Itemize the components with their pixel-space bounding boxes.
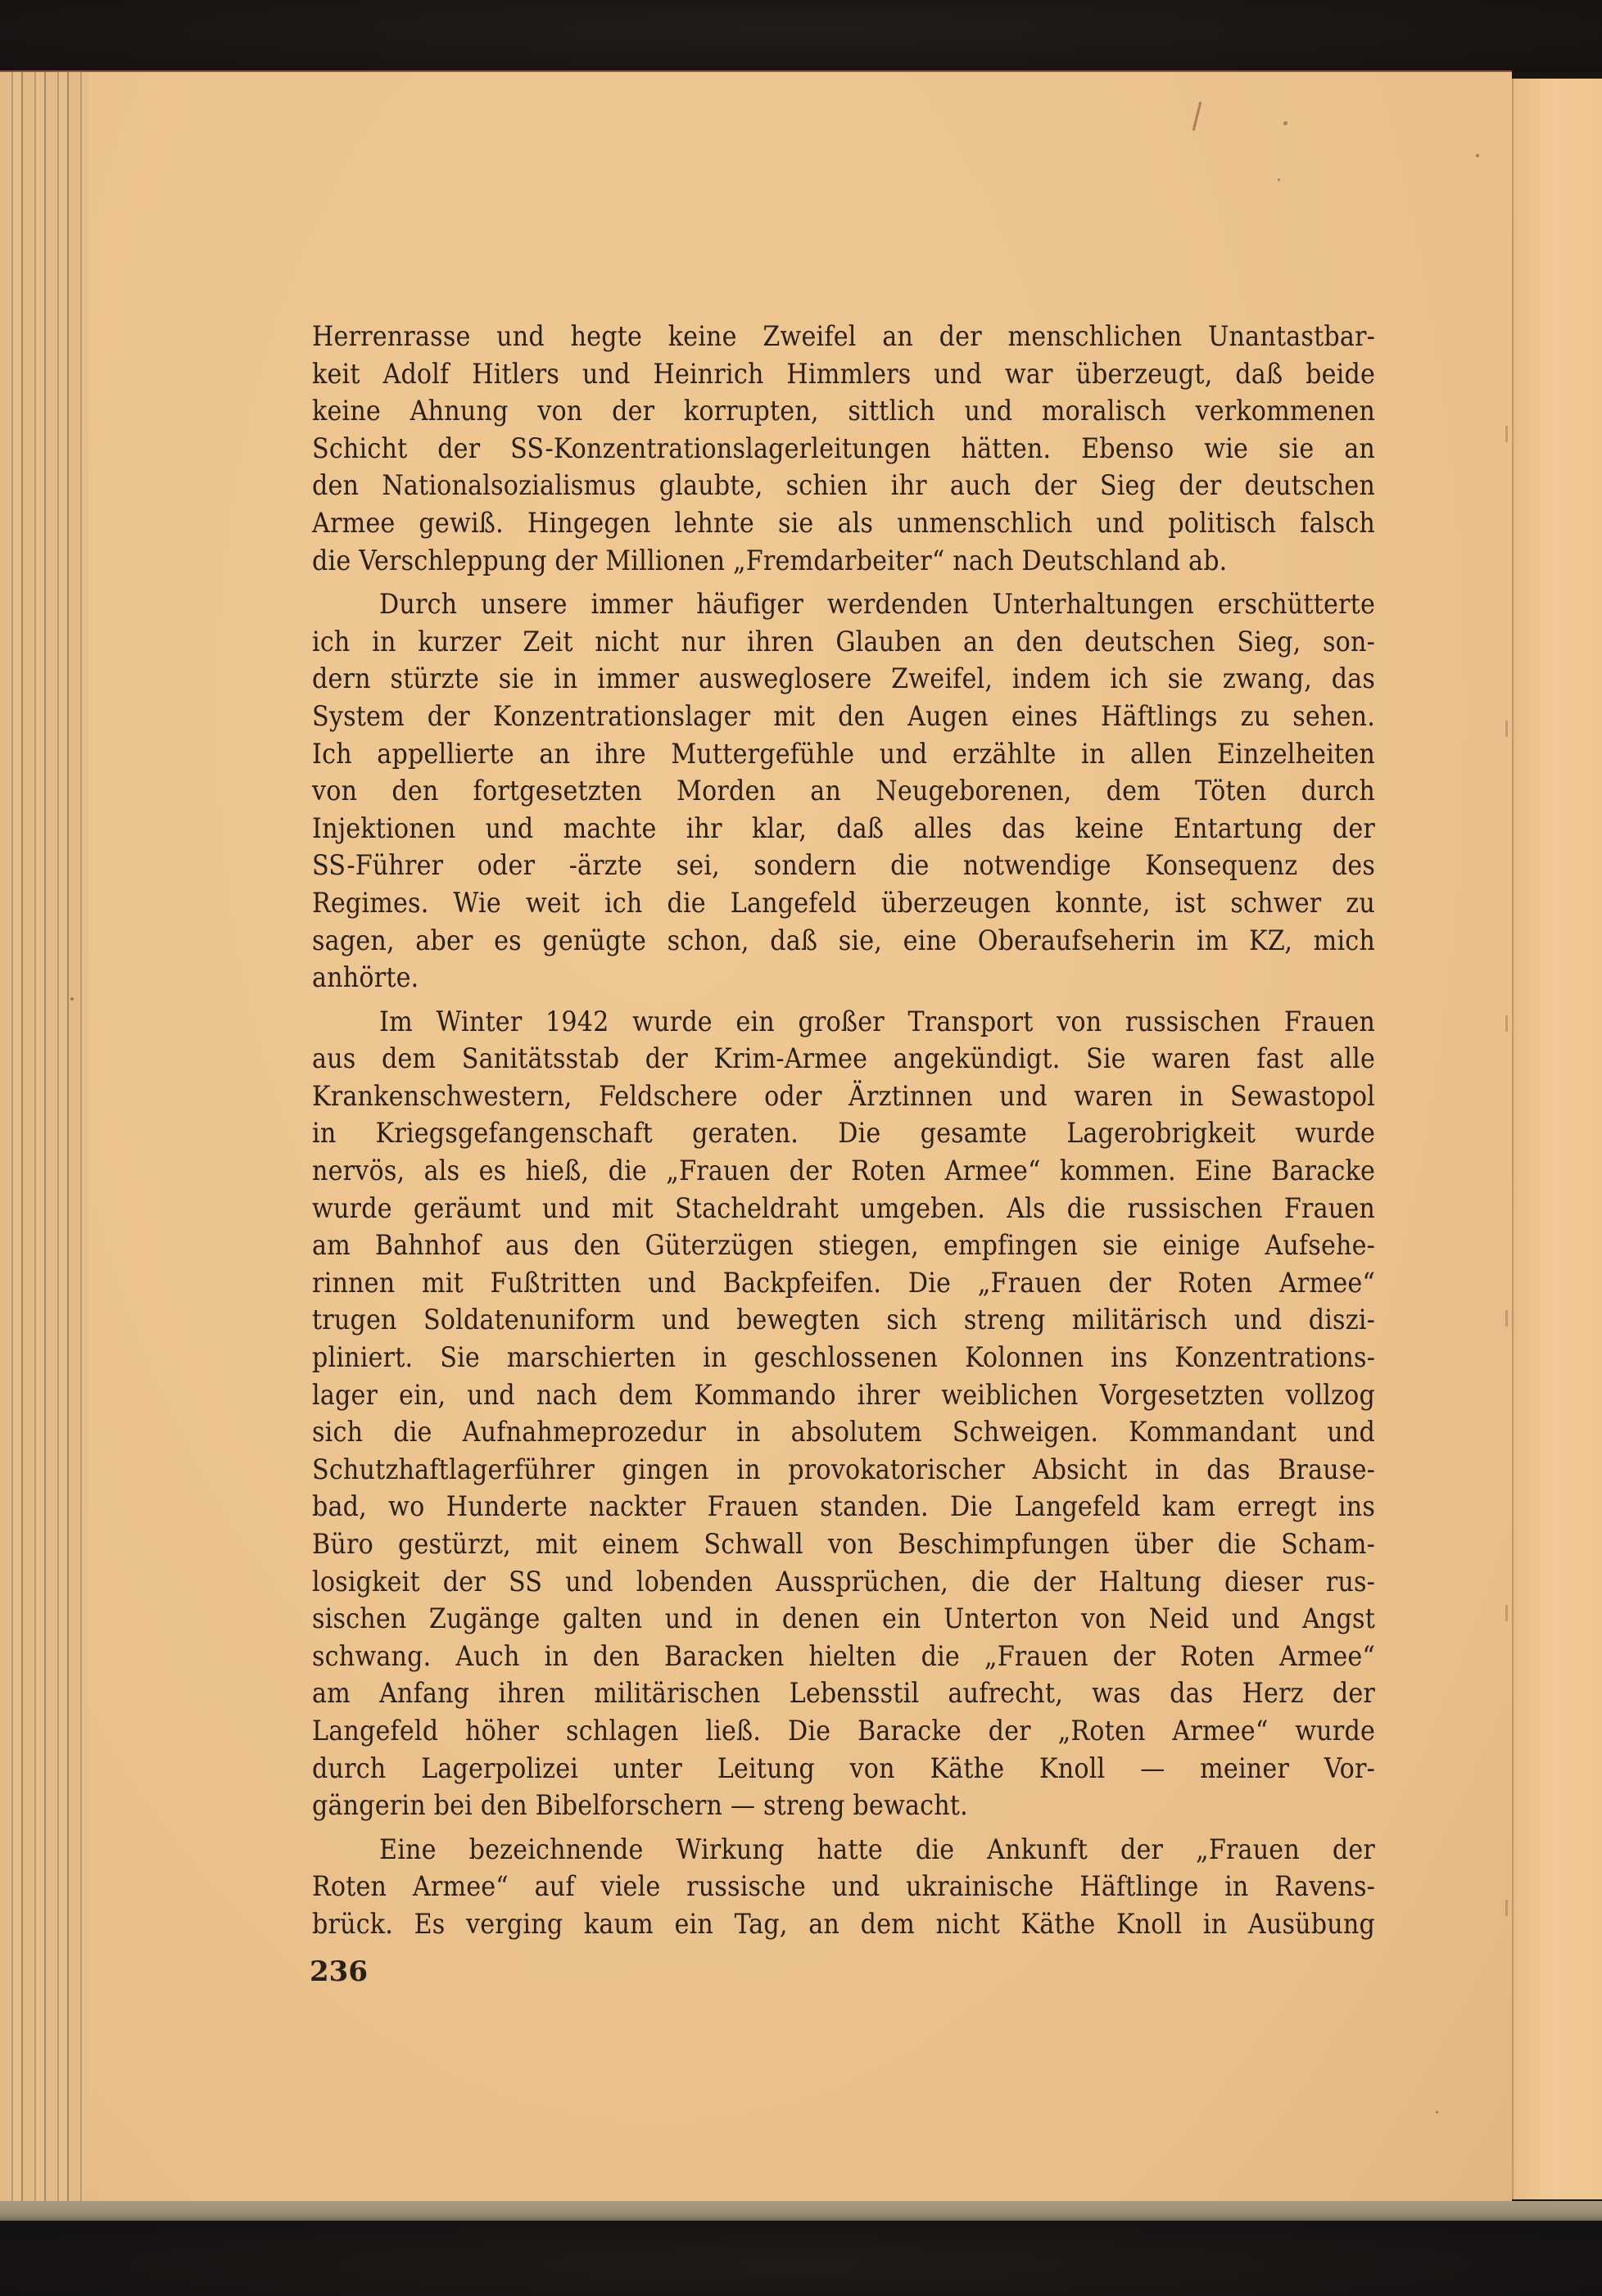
text-line	[312, 467, 1375, 504]
text-line	[312, 1750, 1375, 1788]
text-line-content: die Verschleppung der Millionen „Fremdarbeiter“ nach Deutschland ab.	[312, 544, 1228, 576]
text-line-content: System der Konzentrationslager mit den Augen eines Häftlings zu sehen.	[312, 699, 1375, 732]
text-line	[312, 1868, 1375, 1905]
text-line-content: in Kriegsgefangenschaft geraten. Die gesamte Lagerobrigkeit wurde	[312, 1117, 1375, 1150]
paragraph	[312, 585, 1375, 997]
text-line-content: keit Adolf Hitlers und Heinrich Himmlers und war überzeugt, daß beide	[312, 357, 1375, 390]
text-line-content: Regimes. Wie weit ich die Langefeld überzeugen konnte, ist schwer zu	[312, 886, 1375, 919]
text-line	[312, 772, 1375, 810]
text-line	[312, 504, 1375, 542]
text-line	[312, 1264, 1375, 1302]
paragraph	[312, 1003, 1375, 1824]
text-line-content: Herrenrasse und hegte keine Zweifel an der menschlichen Unantastbar-	[312, 320, 1375, 352]
text-line-content: wurde geräumt und mit Stacheldraht umgeben. Als die russischen Frauen	[312, 1191, 1375, 1224]
text-line-content: Armee gewiß. Hingegen lehnte sie als unmenschlich und politisch falsch	[312, 506, 1375, 539]
text-line	[312, 884, 1375, 922]
paragraph	[312, 318, 1375, 579]
text-line-content: durch Lagerpolizei unter Leitung von Käthe Knoll — meiner Vor-	[312, 1751, 1375, 1784]
facing-page-edge	[1512, 79, 1602, 2199]
text-line	[312, 735, 1375, 773]
text-line-content: Schutzhaftlagerführer gingen in provokatorischer Absicht in das Brause-	[312, 1453, 1375, 1485]
text-line-content: den Nationalsozialismus glaubte, schien ihr auch der Sieg der deutschen	[312, 469, 1375, 502]
text-line	[312, 623, 1375, 661]
paper-speck	[1476, 154, 1479, 157]
text-line	[312, 1600, 1375, 1638]
text-line-content: nervös, als es hieß, die „Frauen der Roten Armee“ kommen. Eine Baracke	[312, 1155, 1375, 1187]
text-line	[312, 355, 1375, 393]
paper-speck	[1278, 179, 1280, 181]
text-line-content: lager ein, und nach dem Kommando ihrer weiblichen Vorgesetzten vollzog	[312, 1378, 1375, 1411]
text-line-content: losigkeit der SS und lobenden Aussprüchen, die der Haltung dieser rus-	[312, 1565, 1375, 1598]
text-line-content: Eine bezeichnende Wirkung hatte die Ankunft der „Frauen der	[379, 1833, 1375, 1865]
text-line	[312, 1638, 1375, 1675]
text-line	[312, 1078, 1375, 1115]
text-line-content: bad, wo Hunderte nackter Frauen standen. Die Langefeld kam erregt ins	[312, 1490, 1375, 1523]
text-line-content: Roten Armee“ auf viele russische und ukrainische Häftlinge in Ravens-	[312, 1870, 1375, 1903]
text-line-content: rinnen mit Fußtritten und Backpfeifen. Die „Frauen der Roten Armee“	[312, 1266, 1375, 1299]
text-line	[312, 1040, 1375, 1078]
text-line-content: am Anfang ihren militärischen Lebensstil aufrecht, was das Herz der	[312, 1677, 1375, 1710]
text-line-content: Injektionen und machte ihr klar, daß alles das keine Entartung der	[312, 811, 1375, 844]
text-line-content: gängerin bei den Bibelforschern — streng bewacht.	[312, 1789, 968, 1822]
text-line-content: aus dem Sanitätsstab der Krim-Armee angekündigt. Sie waren fast alle	[312, 1042, 1375, 1075]
scan-backdrop-bottom	[0, 2221, 1602, 2296]
text-line	[312, 1563, 1375, 1601]
text-line	[312, 1152, 1375, 1190]
text-line	[312, 1675, 1375, 1712]
text-line-content: SS-Führer oder -ärzte sei, sondern die notwendige Konsequenz des	[312, 849, 1375, 882]
body-text	[312, 318, 1375, 1943]
text-line-content: am Bahnhof aus den Güterzügen stiegen, empfingen sie einige Aufsehe-	[312, 1229, 1375, 1262]
text-line	[312, 847, 1375, 884]
text-line-content: dern stürzte sie in immer ausweglosere Zweifel, indem ich sie zwang, das	[312, 662, 1375, 695]
text-line	[312, 1301, 1375, 1339]
gutter-marks	[1505, 147, 1508, 2113]
text-line	[312, 1003, 1375, 1041]
paper-speck	[70, 997, 74, 1001]
text-line	[312, 1376, 1375, 1414]
text-line	[312, 1787, 1375, 1824]
text-line-content: Ich appellierte an ihre Muttergefühle und erzählte in allen Einzelheiten	[312, 737, 1375, 770]
text-line	[312, 922, 1375, 960]
text-line	[312, 318, 1375, 355]
text-line	[312, 392, 1375, 430]
text-line	[312, 585, 1375, 623]
text-line-content: sischen Zugänge galten und in denen ein Unterton von Neid und Angst	[312, 1602, 1375, 1635]
text-line-content: trugen Soldatenuniform und bewegten sich streng militärisch und diszi-	[312, 1304, 1375, 1336]
text-line-content: schwang. Auch in den Baracken hielten die „Frauen der Roten Armee“	[312, 1639, 1375, 1672]
scan-backdrop-top	[0, 0, 1602, 72]
text-line	[312, 1190, 1375, 1227]
text-line	[312, 1488, 1375, 1525]
text-line-content: sich die Aufnahmeprozedur in absolutem Schweigen. Kommandant und	[312, 1416, 1375, 1449]
text-line	[312, 1114, 1375, 1152]
text-line-content: Langefeld höher schlagen ließ. Die Baracke der „Roten Armee“ wurde	[312, 1714, 1375, 1747]
text-line	[312, 698, 1375, 735]
text-line	[312, 1712, 1375, 1750]
paragraph	[312, 1831, 1375, 1943]
text-line-content: Büro gestürzt, mit einem Schwall von Beschimpfungen über die Scham-	[312, 1528, 1375, 1560]
paper-speck	[1436, 2111, 1438, 2113]
text-line-content: Im Winter 1942 wurde ein großer Transport von russischen Frauen	[379, 1005, 1375, 1037]
text-line-content: brück. Es verging kaum ein Tag, an dem nicht Käthe Knoll in Ausübung	[312, 1907, 1375, 1940]
text-line	[312, 1339, 1375, 1376]
page-number: 236	[310, 1955, 368, 1988]
text-line	[312, 1905, 1375, 1943]
text-line-content: Durch unsere immer häufiger werdenden Unterhaltungen erschütterte	[379, 588, 1375, 621]
text-line-content: ich in kurzer Zeit nicht nur ihren Glauben an den deutschen Sieg, son-	[312, 625, 1375, 658]
text-line	[312, 1451, 1375, 1489]
text-line	[312, 1525, 1375, 1563]
text-line-content: sagen, aber es genügte schon, daß sie, eine Oberaufseherin im KZ, mich	[312, 924, 1375, 956]
text-line	[312, 430, 1375, 468]
text-line	[312, 1413, 1375, 1451]
text-line-content: Schicht der SS-Konzentrationslagerleitungen hätten. Ebenso wie sie an	[312, 432, 1375, 464]
binding-cloth-edge	[0, 2201, 1602, 2222]
text-line	[312, 542, 1375, 580]
paper-speck	[1283, 121, 1287, 125]
text-line-content: von den fortgesetzten Morden an Neugeborenen, dem Töten durch	[312, 775, 1375, 807]
text-line	[312, 1227, 1375, 1264]
text-line-content: anhörte.	[312, 961, 419, 994]
page-stack-edges	[0, 72, 90, 2201]
text-line-content: keine Ahnung von der korrupten, sittlich und moralisch verkommenen	[312, 395, 1375, 427]
text-line	[312, 959, 1375, 997]
text-line	[312, 810, 1375, 847]
text-line	[312, 660, 1375, 698]
text-line-content: pliniert. Sie marschierten in geschlossenen Kolonnen ins Konzentrations-	[312, 1341, 1375, 1374]
text-line-content: Krankenschwestern, Feldschere oder Ärztinnen und waren in Sewastopol	[312, 1079, 1375, 1112]
text-line	[312, 1831, 1375, 1869]
